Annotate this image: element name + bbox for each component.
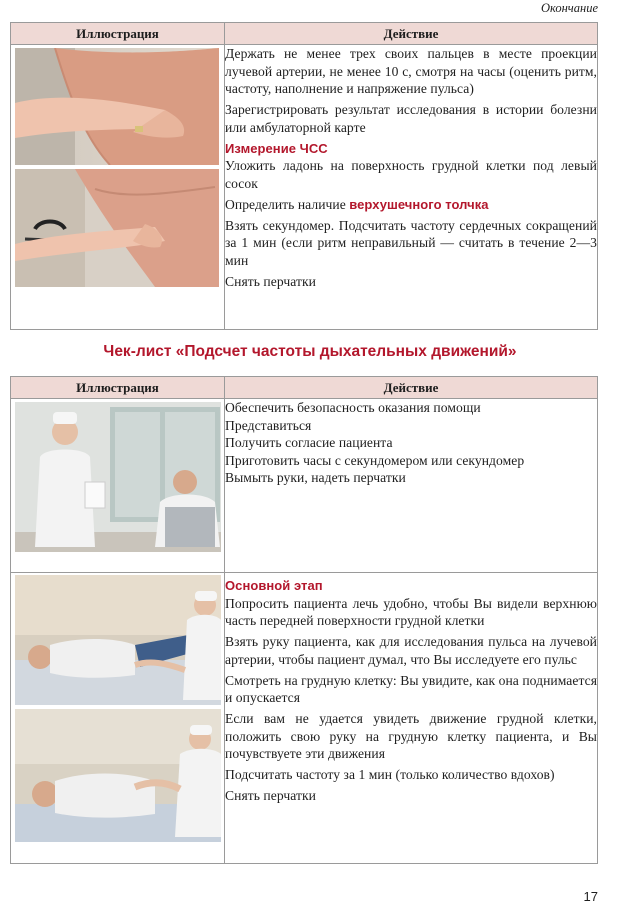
header-action: Действие: [225, 23, 598, 45]
step-text: Держать не менее трех своих пальцев в месте проекции лучевой артерии, не менее 10 с, смотря на часы (оценить ритм, частоту, наполнение и напряжение пульса): [225, 46, 597, 96]
photo-patient-lying: [15, 575, 221, 705]
prep-steps: [225, 399, 597, 487]
page-number: 17: [583, 889, 598, 904]
photo-radial-pulse: [15, 48, 219, 165]
apex-term: верхушечного толчка: [349, 196, 489, 212]
continuation-label: Окончание: [540, 1, 598, 15]
step-text: Уложить ладонь на поверхность грудной клетки под левый сосок: [225, 158, 597, 191]
step-text: Приготовить часы с секундомером или секундомер: [225, 452, 525, 468]
step-text: Взять руку пациента, как для исследования пульса на лучевой артерии, чтобы пациент думал, что Вы исследуете его пульс: [225, 634, 597, 667]
respiration-table: [10, 376, 598, 864]
step-text: Зарегистрировать результат исследования в истории болезни или амбулаторной карте: [225, 102, 597, 135]
step-text: Представиться: [225, 417, 312, 433]
step-text: Снять перчатки: [225, 788, 316, 803]
checklist-title: Чек-лист «Подсчет частоты дыхательных движений»: [103, 343, 517, 360]
pulse-table: [10, 22, 598, 330]
step-text: Если вам не удается увидеть движение грудной клетки, положить свою руку на грудную клетку пациента, и Вы почувствуете эти движения: [225, 711, 597, 761]
section-heading-hr: Измерение ЧСС: [225, 140, 328, 156]
step-text: Подсчитать частоту за 1 мин (только количество вдохов): [225, 767, 555, 782]
photo-chest-palpation: [15, 169, 219, 287]
photo-hand-on-chest: [15, 709, 221, 842]
step-text: Определить наличие верхушечного толчка: [225, 196, 489, 212]
photo-medic-patient: [15, 402, 221, 552]
step-text: Вымыть руки, надеть перчатки: [225, 470, 406, 485]
header-illustration: Иллюстрация: [11, 23, 225, 45]
header-action: Действие: [225, 377, 598, 399]
step-text: Взять секундомер. Подсчитать частоту сердечных сокращений за 1 мин (если ритм неправильный — считать в течение 2—3 мин: [225, 217, 597, 268]
step-text: Попросить пациента лечь удобно, чтобы Вы видели верхнюю часть передней поверхности грудной клетки: [225, 595, 597, 628]
step-text: Обеспечить безопасность оказания помощи: [225, 400, 481, 415]
main-steps: [225, 577, 597, 805]
step-text: Получить согласие пациента: [225, 435, 393, 450]
header-illustration: Иллюстрация: [11, 377, 225, 399]
step-text: Смотреть на грудную клетку: Вы увидите, как она поднимается и опускается: [225, 672, 597, 705]
step-text: Снять перчатки: [225, 273, 316, 289]
section-heading-main: Основной этап: [225, 578, 323, 593]
pulse-steps: [225, 45, 597, 290]
